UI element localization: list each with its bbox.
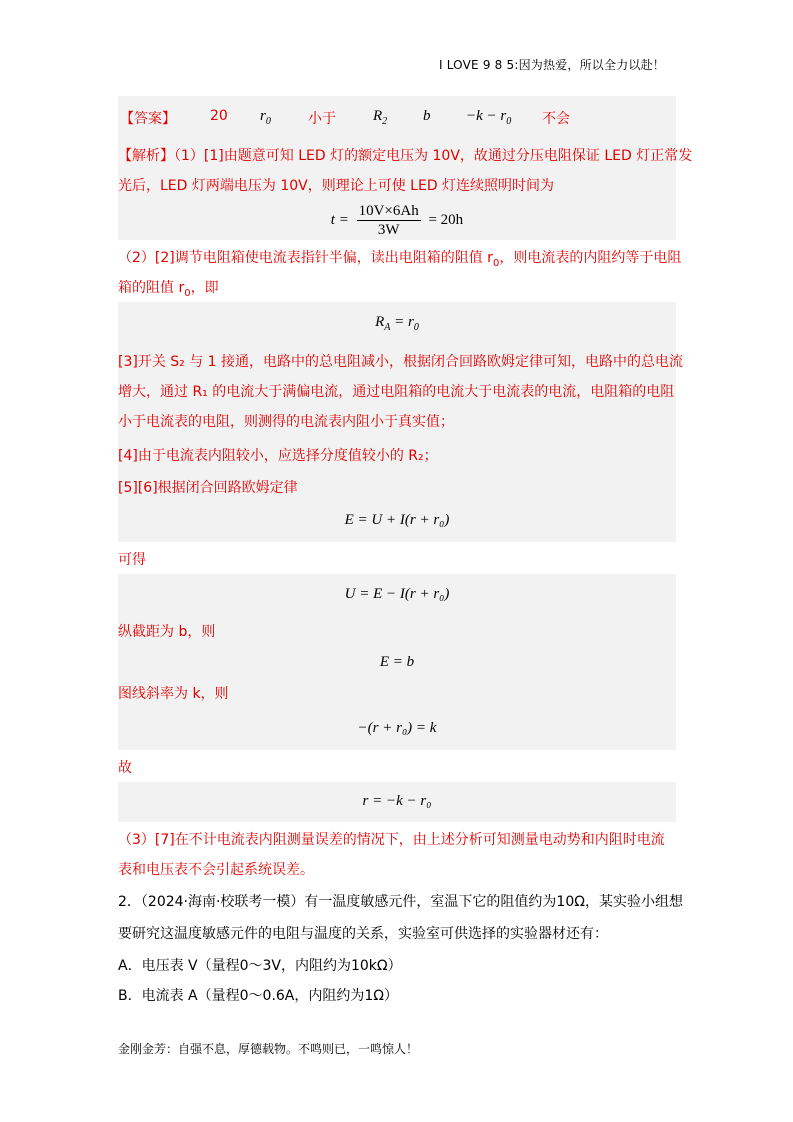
analysis-line-4: 箱的阻值 $r_0$，即: [118, 280, 219, 299]
equation-u: U = E − I(r + r₀): [344, 586, 450, 602]
analysis-line-13: 故: [118, 760, 132, 776]
analysis-line-5: [3]开关 S₂ 与 1 接通，电路中的总电阻减小，根据闭合回路欧姆定律可知，电路中的总电流: [118, 354, 684, 370]
analysis-label: 【解析】: [118, 148, 174, 164]
equation-slope: −(r + r₀) = k: [357, 720, 437, 736]
analysis-line-6: 增大，通过 R₁ 的电流大于满偏电流，通过电阻箱的电流大于电流表的电流，电阻箱的电阻: [118, 384, 675, 400]
analysis-line-14: （3）[7]在不计电流表内阻测量误差的情况下，由上述分析可知测量电动势和内阻时电流: [118, 832, 665, 848]
answer-value-4: $R_2$: [373, 108, 388, 127]
equation-ohm: E = U + I(r + r₀): [344, 512, 450, 528]
analysis-line-1: 【解析】（1）[1]由题意可知 LED 灯的额定电压为 10V，故通过分压电阻保证 LED 灯正常发: [118, 148, 693, 164]
question2-line-2: 要研究这温度敏感元件的电阻与温度的关系，实验室可供选择的实验器材还有：: [118, 926, 608, 942]
answer-value-7: 不会: [542, 111, 570, 127]
page-header: I LOVE 9 8 5:因为热爱，所以全力以赴！: [438, 58, 665, 72]
answer-row: [118, 108, 676, 128]
equation-ra: $R_A = r_0$: [375, 314, 419, 333]
analysis-line-9: [5][6]根据闭合回路欧姆定律: [118, 480, 298, 496]
equation-r: r = −k − r₀: [362, 793, 432, 809]
page-footer: 金刚金芳：自强不息，厚德载物。不鸣则已，一鸣惊人！: [118, 1042, 419, 1056]
analysis-line-7: 小于电流表的电阻，则测得的电流表内阻小于真实值；: [118, 414, 454, 430]
answer-label: 【答案】: [120, 111, 176, 127]
analysis-line-11: 纵截距为 b，则: [118, 624, 216, 640]
answer-value-5: b: [423, 108, 431, 124]
question2-option-a: A．电压表 V（量程0～3V，内阻约为10kΩ）: [118, 958, 402, 974]
analysis-line-3: （2）[2]调节电阻箱使电流表指针半偏，读出电阻箱的阻值 $r_0$，则电流表的内阻约等于电阻: [118, 250, 682, 269]
answer-value-3: 小于: [308, 111, 336, 127]
answer-value-1: 20: [210, 108, 228, 124]
question2-line-1: 2．（2024·海南·校联考一模）有一温度敏感元件，室温下它的阻值约为10Ω，某实验小组想: [118, 894, 683, 910]
analysis-line-12: 图线斜率为 k，则: [118, 686, 229, 702]
answer-value-6: $-k - r_0$: [466, 108, 512, 127]
analysis-line-10: 可得: [118, 552, 146, 568]
analysis-line-2: 光后，LED 灯两端电压为 10V，则理论上可使 LED 灯连续照明时间为: [118, 178, 555, 194]
question2-option-b: B．电流表 A（量程0～0.6A，内阻约为1Ω）: [118, 988, 398, 1004]
analysis-line-8: [4]由于电流表内阻较小，应选择分度值较小的 R₂；: [118, 448, 438, 464]
answer-value-2: $r_0$: [260, 108, 271, 127]
analysis-line-15: 表和电压表不会引起系统误差。: [118, 862, 314, 878]
equation-e: E = b: [379, 654, 415, 670]
equation-time: t = $\frac{10V\times 6Ah}{3W}$ = 20h: [330, 203, 464, 238]
